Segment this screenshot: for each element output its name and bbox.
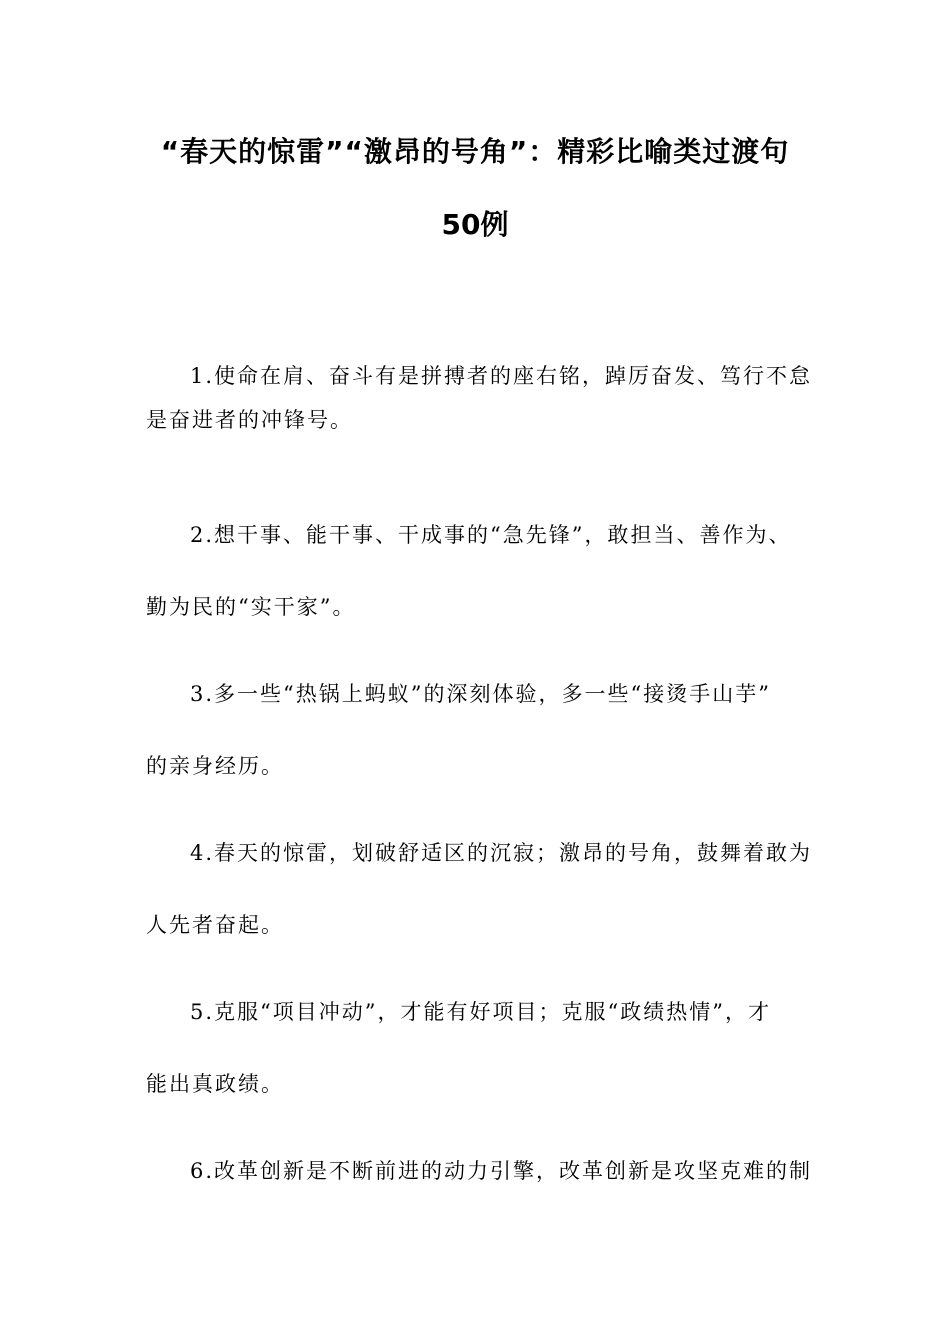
document-title-line-1: “春天的惊雷”“激昂的号角”：精彩比喻类过渡句: [160, 135, 790, 168]
paragraph-5-line-2: 能出真政绩。: [146, 1072, 284, 1096]
paragraph-1-line-1: 1.使命在肩、奋斗有是拼搏者的座右铭，踔厉奋发、笃行不怠: [190, 364, 813, 388]
paragraph-3-line-1: 3.多一些“热锅上蚂蚁”的深刻体验，多一些“接烫手山芋”: [190, 682, 771, 706]
paragraph-2-line-1: 2.想干事、能干事、干成事的“急先锋”，敢担当、善作为、: [190, 523, 792, 547]
paragraph-1-line-2: 是奋进者的冲锋号。: [146, 408, 353, 432]
paragraph-2-line-2: 勤为民的“实干家”。: [146, 595, 356, 619]
paragraph-5-line-1: 5.克服“项目冲动”，才能有好项目；克服“政绩热情”，才: [190, 1000, 771, 1024]
paragraph-3-line-2: 的亲身经历。: [146, 754, 284, 778]
document-title-line-2: 50例: [441, 208, 509, 241]
paragraph-4-line-2: 人先者奋起。: [146, 913, 284, 937]
paragraph-6-line-1: 6.改革创新是不断前进的动力引擎，改革创新是攻坚克难的制: [190, 1159, 813, 1183]
paragraph-4-line-1: 4.春天的惊雷，划破舒适区的沉寂；激昂的号角，鼓舞着敢为: [190, 841, 813, 865]
